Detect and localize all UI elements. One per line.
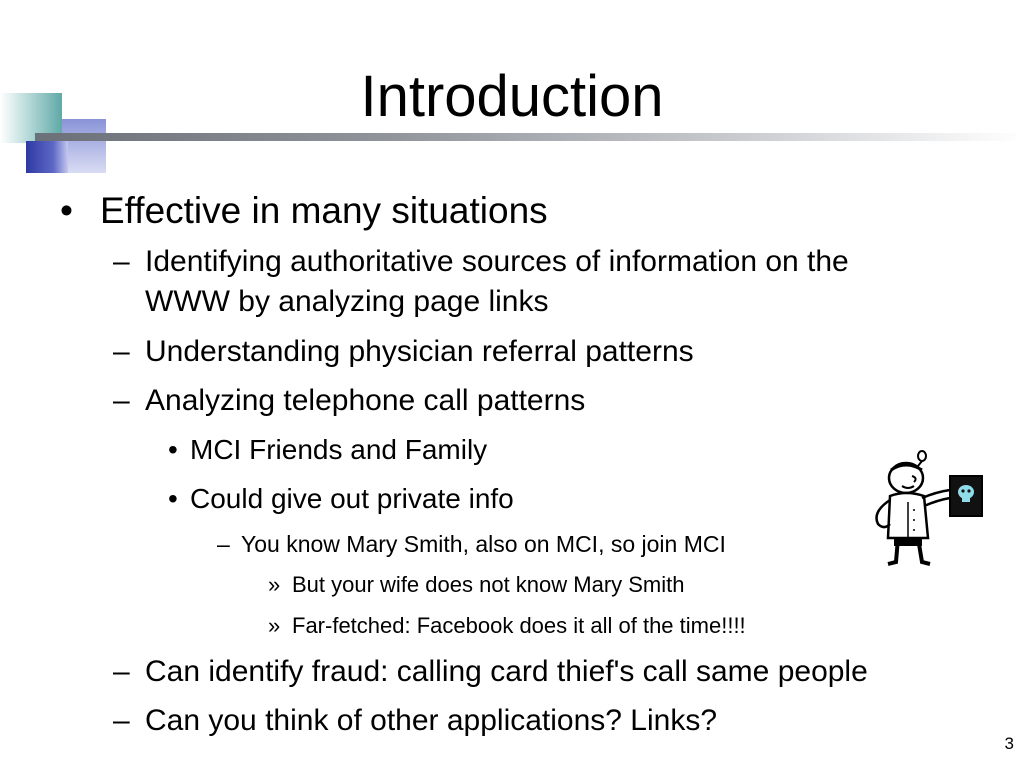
list-item bbox=[268, 570, 685, 600]
slide-title: Introduction bbox=[360, 64, 664, 129]
bullet-text: Could give out private info bbox=[190, 483, 514, 514]
bullet-text: You know Mary Smith, also on MCI, so join MCI bbox=[241, 531, 726, 557]
list-item bbox=[168, 432, 488, 468]
list-item bbox=[217, 529, 726, 559]
list-item-continuation bbox=[145, 283, 548, 321]
list-item bbox=[113, 653, 868, 691]
bullet-text: Understanding physician referral patterns bbox=[145, 335, 694, 368]
bullet-marker: – bbox=[113, 704, 130, 737]
bullet-marker: – bbox=[113, 335, 130, 368]
bullet-marker: » bbox=[268, 613, 281, 638]
bullet-marker: • bbox=[168, 434, 178, 465]
bullet-text: WWW by analyzing page links bbox=[145, 285, 549, 318]
title-rule bbox=[35, 133, 1024, 141]
bullet-marker: – bbox=[113, 384, 130, 417]
bullet-marker: – bbox=[113, 245, 130, 278]
blue-square-decoration bbox=[26, 141, 68, 173]
list-item bbox=[268, 611, 746, 641]
bullet-text: Analyzing telephone call patterns bbox=[145, 384, 586, 417]
bullet-marker: • bbox=[168, 483, 178, 514]
bullet-text: Effective in many situations bbox=[100, 190, 548, 231]
page-number: 3 bbox=[1004, 734, 1014, 753]
list-item bbox=[113, 333, 694, 371]
bullet-text: MCI Friends and Family bbox=[190, 434, 488, 465]
bullet-marker: – bbox=[113, 655, 130, 688]
bullet-text: Identifying authoritative sources of information on the bbox=[145, 245, 849, 278]
doctor-with-xray-icon bbox=[866, 450, 986, 572]
bullet-text: Far-fetched: Facebook does it all of the time!!!! bbox=[292, 613, 746, 638]
bullet-text: But your wife does not know Mary Smith bbox=[292, 572, 685, 597]
bullet-text: Can you think of other applications? Links? bbox=[145, 704, 718, 737]
bullet-text: Can identify fraud: calling card thief's call same people bbox=[145, 655, 868, 688]
bullet-marker: – bbox=[217, 531, 230, 557]
list-item bbox=[60, 189, 548, 233]
list-item bbox=[113, 382, 586, 420]
list-item bbox=[113, 702, 718, 740]
bullet-marker: • bbox=[60, 190, 73, 231]
list-item bbox=[113, 243, 849, 281]
list-item bbox=[168, 481, 514, 517]
bullet-marker: » bbox=[268, 572, 281, 597]
